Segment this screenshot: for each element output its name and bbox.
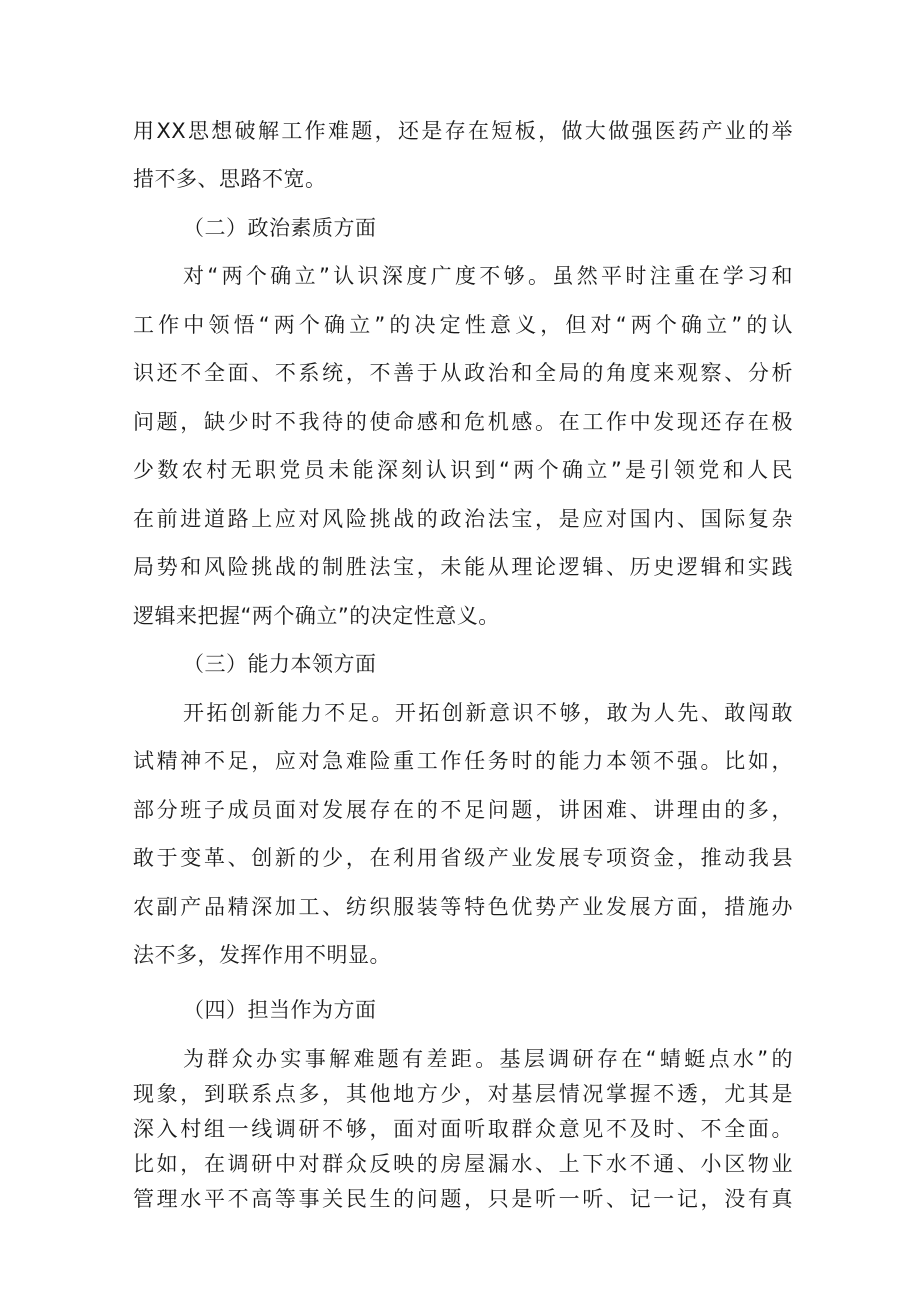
paragraph-line: 比如，在调研中对群众反映的房屋漏水、上下水不通、小区物业 xyxy=(133,1152,793,1176)
section-heading: （三）能力本领方面 xyxy=(183,652,377,676)
paragraph-line: 措不多、思路不宽。 xyxy=(133,167,327,191)
paragraph-line: 对“两个确立”认识深度广度不够。虽然平时注重在学习和 xyxy=(183,264,793,288)
section-heading: （二）政治素质方面 xyxy=(183,216,377,240)
paragraph-line: 敢于变革、创新的少，在利用省级产业发展专项资金，推动我县 xyxy=(133,846,793,870)
paragraph-line: 识还不全面、不系统，不善于从政治和全局的角度来观察、分析 xyxy=(133,361,793,385)
paragraph-line: 现象，到联系点多，其他地方少，对基层情况掌握不透，尤其是 xyxy=(133,1082,793,1106)
paragraph-line: 农副产品精深加工、纺织服装等特色优势产业发展方面，措施办 xyxy=(133,895,793,919)
paragraph-line: 管理水平不高等事关民生的问题，只是听一听、记一记，没有真 xyxy=(133,1187,793,1211)
paragraph-line: 用XX思想破解工作难题，还是存在短板，做大做强医药产业的举 xyxy=(133,119,793,143)
paragraph-line: 局势和风险挑战的制胜法宝，未能从理论逻辑、历史逻辑和实践 xyxy=(133,555,793,579)
paragraph-line: 部分班子成员面对发展存在的不足问题，讲困难、讲理由的多， xyxy=(133,798,793,822)
paragraph-line: 试精神不足，应对急难险重工作任务时的能力本领不强。比如， xyxy=(133,749,793,773)
paragraph-line: 法不多，发挥作用不明显。 xyxy=(133,943,391,967)
paragraph-line: 为群众办实事解难题有差距。基层调研存在“蜻蜓点水”的 xyxy=(183,1047,793,1071)
paragraph-line: 开拓创新能力不足。开拓创新意识不够，敢为人先、敢闯敢 xyxy=(183,701,793,725)
paragraph-line: 问题，缺少时不我待的使命感和危机感。在工作中发现还存在极 xyxy=(133,410,793,434)
paragraph-line: 在前进道路上应对风险挑战的政治法宝，是应对国内、国际复杂 xyxy=(133,507,793,531)
paragraph-line: 逻辑来把握“两个确立”的决定性意义。 xyxy=(133,604,500,628)
section-heading: （四）担当作为方面 xyxy=(183,998,377,1022)
paragraph-line: 深入村组一线调研不够，面对面听取群众意见不及时、不全面。 xyxy=(133,1117,793,1141)
paragraph-line: 少数农村无职党员未能深刻认识到“两个确立”是引领党和人民 xyxy=(133,458,793,482)
paragraph-line: 工作中领悟“两个确立”的决定性意义，但对“两个确立”的认 xyxy=(133,313,793,337)
